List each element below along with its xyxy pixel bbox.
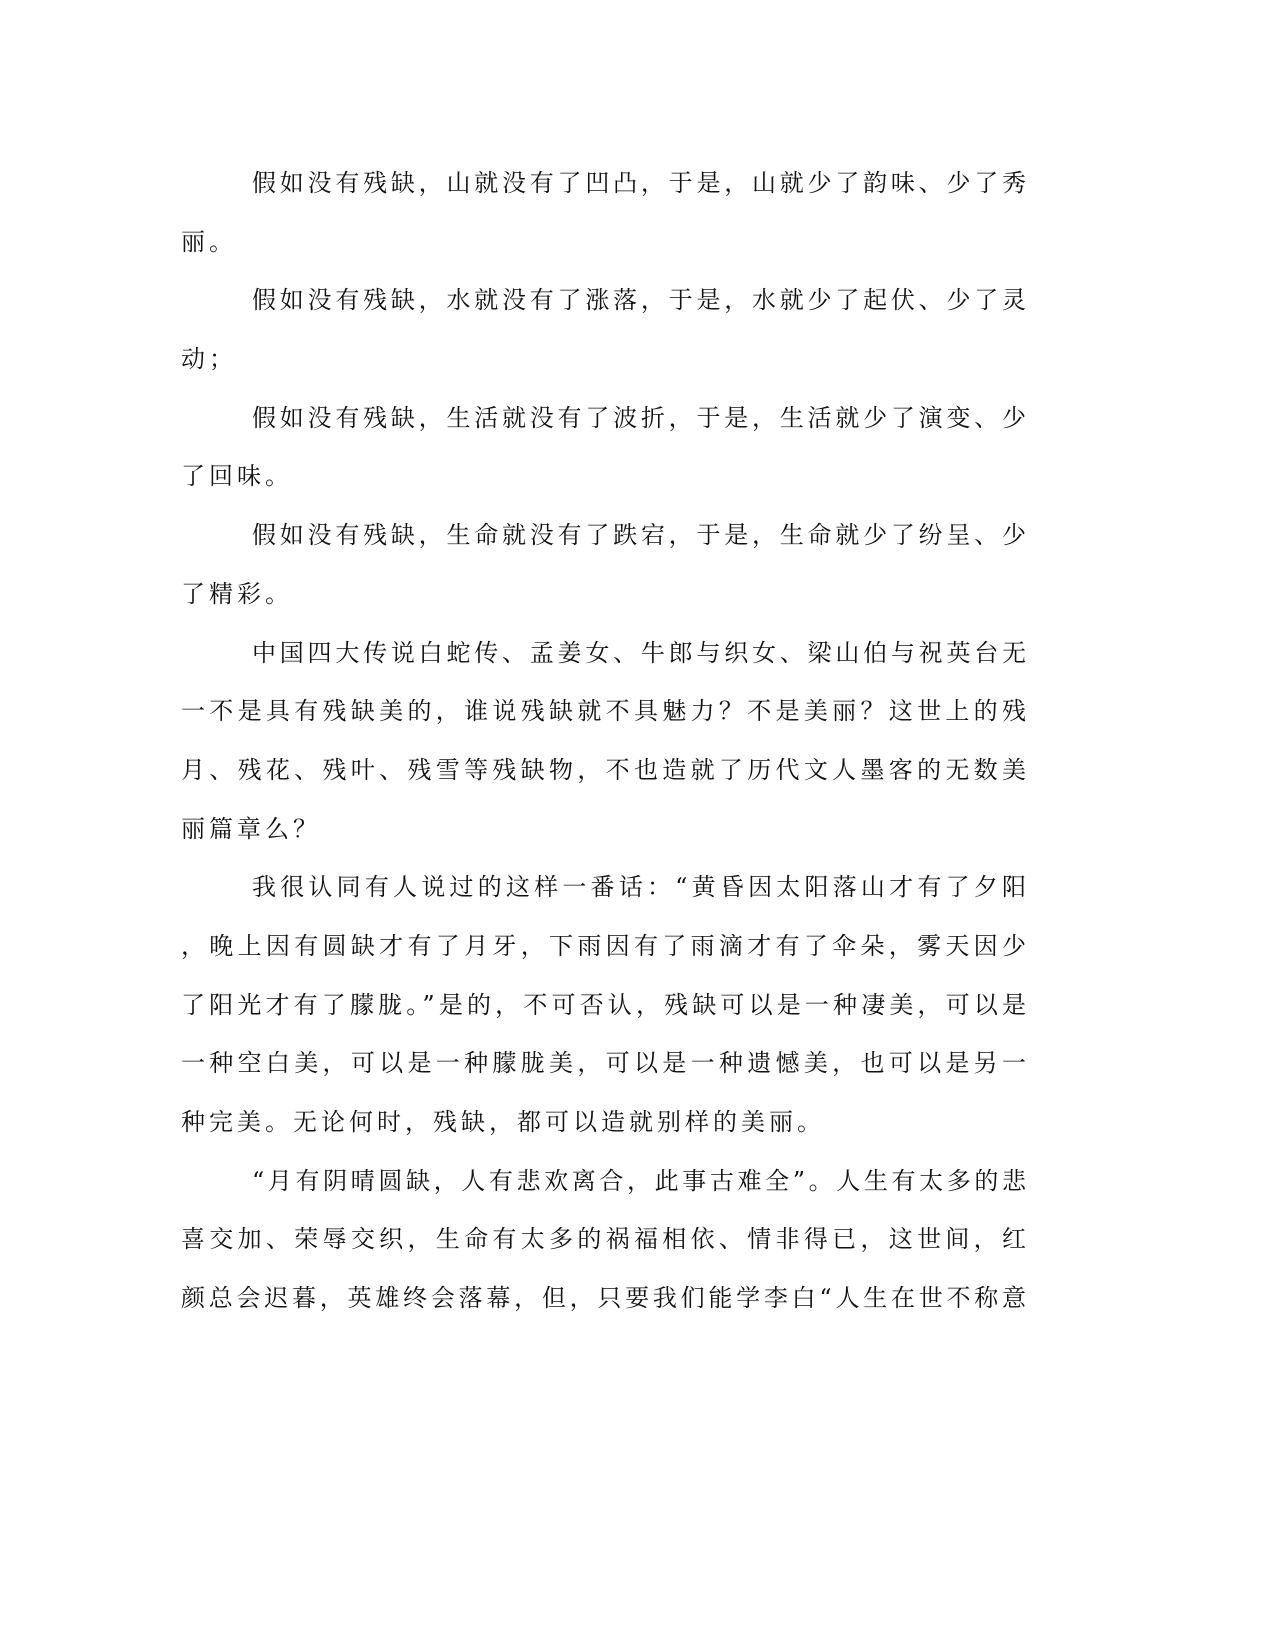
text-line: “月有阴晴圆缺，人有悲欢离合，此事古难全”。人生有太多的悲 xyxy=(252,1166,1026,1195)
text-line: 一种空白美，可以是一种朦胧美，可以是一种遗憾美，也可以是另一 xyxy=(181,1049,1026,1078)
document-body xyxy=(181,154,1026,1328)
text-line: 假如没有残缺，生命就没有了跌宕，于是，生命就少了纷呈、少 xyxy=(252,521,1026,550)
text-line: 了回味。 xyxy=(181,462,293,491)
text-line: 月、残花、残叶、残雪等残缺物，不也造就了历代文人墨客的无数美 xyxy=(181,755,1026,784)
text-line: 了阳光才有了朦胧。”是的，不可否认，残缺可以是一种凄美，可以是 xyxy=(181,990,1026,1019)
text-line: 喜交加、荣辱交织，生命有太多的祸福相依、情非得已，这世间，红 xyxy=(181,1225,1026,1254)
paragraph xyxy=(181,271,1026,388)
text-line: 假如没有残缺，生活就没有了波折，于是，生活就少了演变、少 xyxy=(252,403,1026,432)
paragraph xyxy=(181,858,1026,1151)
text-line: 了精彩。 xyxy=(181,579,293,608)
text-line: 颜总会迟暮，英雄终会落幕，但，只要我们能学李白“人生在世不称意 xyxy=(181,1284,1026,1313)
text-line: 中国四大传说白蛇传、孟姜女、牛郎与织女、梁山伯与祝英台无 xyxy=(252,638,1026,667)
text-line: 一不是具有残缺美的，谁说残缺就不具魅力？不是美丽？这世上的残 xyxy=(181,697,1026,726)
paragraph xyxy=(181,1152,1026,1328)
text-line: 丽。 xyxy=(181,227,237,256)
text-line: 动； xyxy=(181,345,237,374)
paragraph xyxy=(181,389,1026,506)
text-line: 丽篇章么？ xyxy=(181,814,321,843)
paragraph xyxy=(181,624,1026,859)
text-line: 假如没有残缺，水就没有了涨落，于是，水就少了起伏、少了灵 xyxy=(252,286,1026,315)
text-line: 种完美。无论何时，残缺，都可以造就别样的美丽。 xyxy=(181,1108,825,1136)
text-line: 假如没有残缺，山就没有了凹凸，于是，山就少了韵味、少了秀 xyxy=(252,169,1026,197)
text-line: ，晚上因有圆缺才有了月牙，下雨因有了雨滴才有了伞朵，雾天因少 xyxy=(181,931,1026,960)
text-line: 我很认同有人说过的这样一番话：“黄昏因太阳落山才有了夕阳 xyxy=(252,873,1026,902)
paragraph xyxy=(181,154,1026,271)
paragraph xyxy=(181,506,1026,623)
